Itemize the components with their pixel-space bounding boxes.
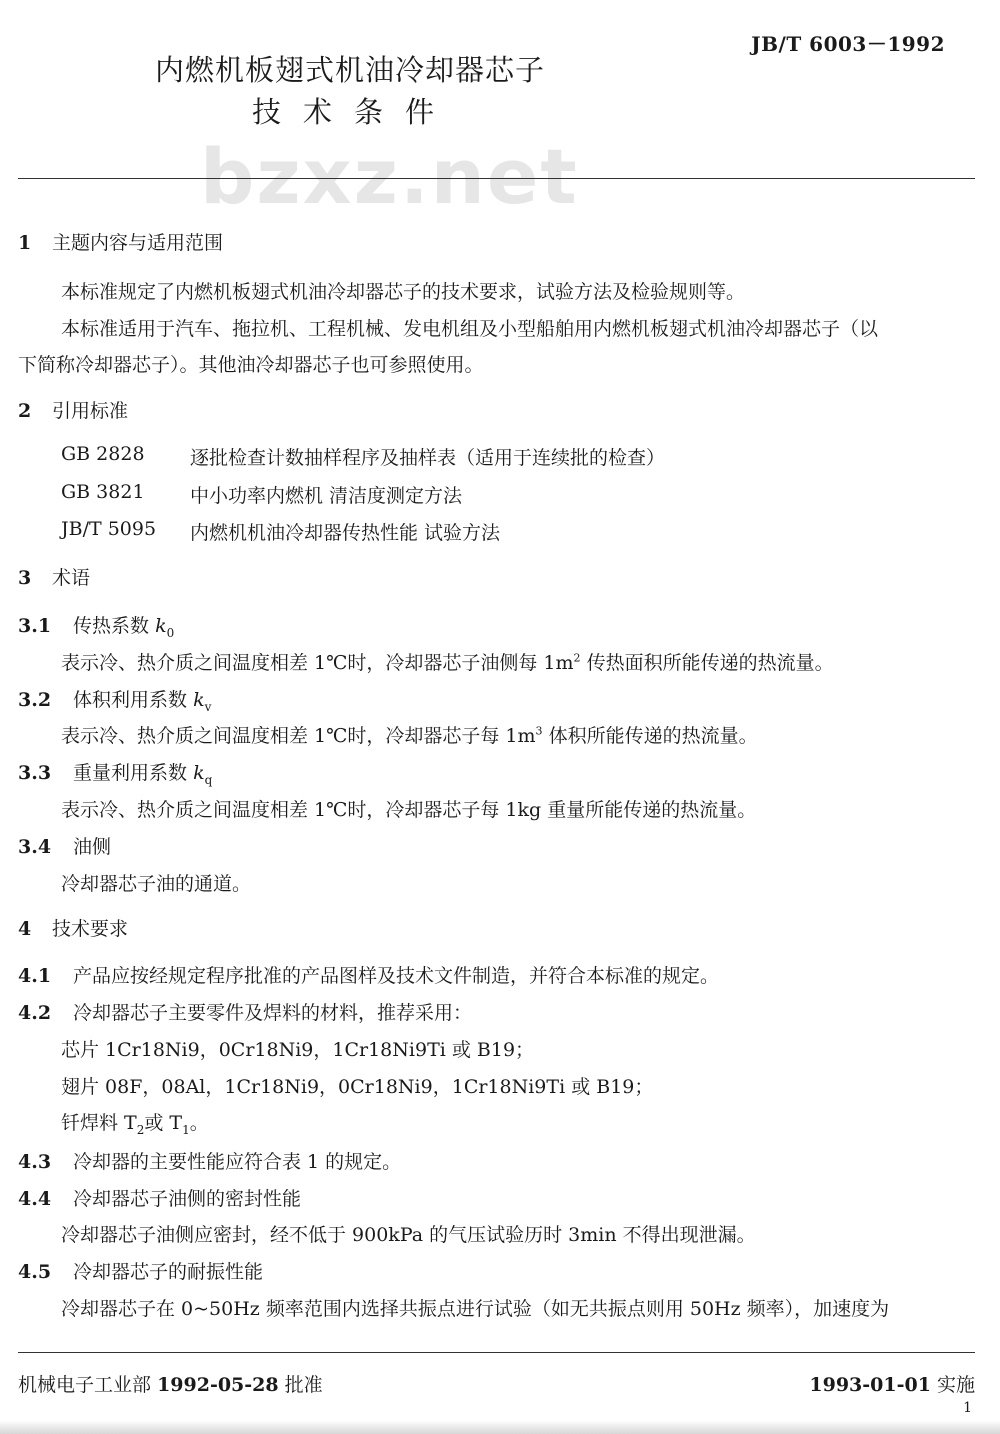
reference-title: 内燃机机油冷却器传热性能 试验方法 — [190, 522, 501, 544]
approval-line — [18, 1370, 323, 1397]
section-number: 3.2 — [18, 689, 52, 711]
implementation-label: 实施 — [936, 1374, 975, 1396]
document-title: 内燃机板翅式机油冷却器芯子 — [155, 53, 546, 87]
paragraph: 下简称冷却器芯子）。其他油冷却器芯子也可参照使用。 — [18, 354, 484, 376]
subscript: 2 — [136, 1122, 145, 1137]
definition-text: 传热面积所能传递的热流量。 — [580, 652, 834, 674]
approval-label: 批准 — [284, 1374, 323, 1396]
term-symbol: k — [193, 689, 205, 711]
term-subscript: q — [204, 772, 213, 787]
footer-divider — [18, 1352, 975, 1353]
section-number: 4.1 — [18, 965, 52, 987]
section-number: 2 — [18, 400, 32, 422]
paragraph: 本标准规定了内燃机板翅式机油冷却器芯子的技术要求，试验方法及检验规则等。 — [61, 281, 746, 303]
section-title: 技术要求 — [52, 918, 129, 940]
issuing-organization: 机械电子工业部 — [18, 1374, 152, 1396]
term-definition — [61, 648, 834, 675]
clause-description: 冷却器芯子油侧应密封，经不低于 900kPa 的气压试验历时 3min 不得出现泄漏。 — [61, 1224, 756, 1246]
section-number: 3.4 — [18, 836, 52, 858]
section-number: 3.3 — [18, 762, 52, 784]
section-title: 主题内容与适用范围 — [52, 232, 224, 254]
subsection-3-4-heading — [18, 832, 111, 859]
clause-text: 冷却器芯子油侧的密封性能 — [73, 1188, 302, 1210]
section-number: 4.5 — [18, 1261, 52, 1283]
page-edge-shadow — [0, 1420, 1000, 1434]
section-number: 4.3 — [18, 1151, 52, 1173]
section-4-heading — [18, 914, 128, 941]
clause-text: 冷却器芯子主要零件及焊料的材料，推荐采用： — [73, 1002, 473, 1024]
reference-code: GB 3821 — [61, 481, 145, 503]
term-definition: 冷却器芯子油的通道。 — [61, 873, 252, 895]
term-symbol: k — [193, 762, 205, 784]
term: 传热系数 — [73, 615, 150, 637]
superscript: 2 — [573, 651, 581, 665]
section-2-heading — [18, 396, 128, 423]
subsection-3-1-heading — [18, 611, 174, 640]
section-title: 术语 — [52, 567, 91, 589]
watermark: bzxz.net — [200, 132, 579, 221]
term: 重量利用系数 — [73, 762, 188, 784]
reference-code: JB/T 5095 — [61, 518, 157, 540]
clause-4-1 — [18, 961, 719, 988]
material-line: 翅片 08F，08Al，1Cr18Ni9，0Cr18Ni9，1Cr18Ni9Ti 或 B19； — [61, 1076, 654, 1098]
section-1-heading — [18, 228, 223, 255]
definition-text: 表示冷、热介质之间温度相差 1℃时，冷却器芯子每 1m — [61, 725, 536, 747]
section-number: 1 — [18, 232, 32, 254]
approval-date: 1992-05-28 — [157, 1374, 279, 1396]
superscript: 3 — [535, 724, 543, 738]
term: 体积利用系数 — [73, 689, 188, 711]
section-number: 4.2 — [18, 1002, 52, 1024]
clause-4-3 — [18, 1147, 401, 1174]
header-divider — [18, 178, 975, 179]
clause-4-4 — [18, 1184, 301, 1211]
document-subtitle: 技术条件 — [252, 95, 457, 129]
reference-code: GB 2828 — [61, 443, 145, 465]
term: 油侧 — [73, 836, 112, 858]
section-number: 3 — [18, 567, 32, 589]
implementation-date: 1993-01-01 — [809, 1374, 931, 1396]
standard-number: JB/T 6003－1992 — [751, 32, 945, 56]
clause-4-5 — [18, 1257, 263, 1284]
material-text: 或 T — [144, 1112, 183, 1134]
section-number: 4.4 — [18, 1188, 52, 1210]
section-title: 引用标准 — [52, 400, 129, 422]
clause-4-2 — [18, 998, 472, 1025]
material-line — [61, 1108, 209, 1137]
clause-text: 冷却器芯子的耐振性能 — [73, 1261, 264, 1283]
term-subscript: v — [204, 699, 212, 714]
term-subscript: 0 — [166, 625, 175, 640]
page-number: 1 — [963, 1400, 972, 1416]
section-number: 3.1 — [18, 615, 52, 637]
definition-text: 体积所能传递的热流量。 — [542, 725, 758, 747]
paragraph: 本标准适用于汽车、拖拉机、工程机械、发电机组及小型船舶用内燃机板翅式机油冷却器芯子（以 — [61, 318, 879, 340]
subscript: 1 — [182, 1122, 190, 1137]
subsection-3-3-heading — [18, 758, 212, 787]
reference-title: 逐批检查计数抽样程序及抽样表（适用于连续批的检查） — [190, 447, 666, 469]
term-symbol: k — [155, 615, 167, 637]
implementation-line — [809, 1370, 975, 1397]
clause-text: 产品应按经规定程序批准的产品图样及技术文件制造，并符合本标准的规定。 — [73, 965, 720, 987]
term-definition: 表示冷、热介质之间温度相差 1℃时，冷却器芯子每 1kg 重量所能传递的热流量。 — [61, 799, 757, 821]
reference-title: 中小功率内燃机 清洁度测定方法 — [190, 485, 463, 507]
clause-description: 冷却器芯子在 0~50Hz 频率范围内选择共振点进行试验（如无共振点则用 50Hz 频率），加速度为 — [61, 1298, 890, 1320]
material-line: 芯片 1Cr18Ni9，0Cr18Ni9，1Cr18Ni9Ti 或 B19； — [61, 1039, 535, 1061]
material-text: 。 — [189, 1112, 209, 1134]
material-text: 钎焊料 T — [61, 1112, 137, 1134]
section-number: 4 — [18, 918, 32, 940]
section-3-heading — [18, 563, 90, 590]
subsection-3-2-heading — [18, 685, 211, 714]
term-definition — [61, 721, 758, 748]
definition-text: 表示冷、热介质之间温度相差 1℃时，冷却器芯子油侧每 1m — [61, 652, 574, 674]
clause-text: 冷却器的主要性能应符合表 1 的规定。 — [73, 1151, 402, 1173]
